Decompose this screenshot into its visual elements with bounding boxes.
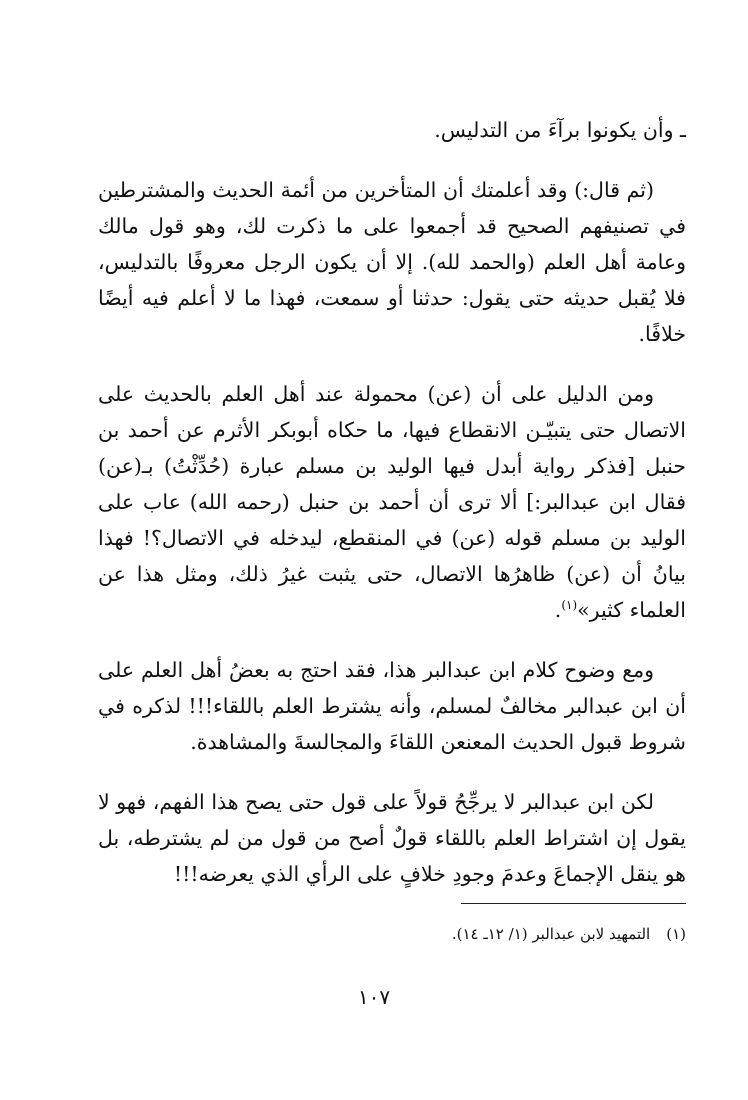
- paragraph-5: [98, 784, 686, 892]
- paragraph-1: [98, 112, 686, 148]
- paragraph-3-end: .: [554, 598, 562, 622]
- paragraph-3: [98, 376, 686, 628]
- footnote-marker: (١): [666, 925, 686, 943]
- paragraph-4: [98, 652, 686, 760]
- footnote-reference[interactable]: (١): [561, 598, 578, 613]
- paragraph-2-text: (ثم قال:) وقد أعلمتك أن المتأخرين من أئمة الحديث والمشترطين في تصنيفهم الصحيح قد أجمعوا على ما ذكرت لك، وهو قول مالك وعامة أهل العلم (والحمد لله). إلا أن يكون الرجل معروفًا بالتدليس، فلا يُقبل حديثه حتى يقول: حدثنا أو سمعت، فهذا ما لا أعلم فيه أيضًا خلافًا.: [98, 178, 686, 346]
- page-number: ١٠٧: [357, 985, 391, 1009]
- footnote-separator: [461, 903, 686, 904]
- footnote: [98, 922, 686, 946]
- paragraph-4-text: ومع وضوح كلام ابن عبدالبر هذا، فقد احتج به بعضُ أهل العلم على أن ابن عبدالبر مخالفٌ لمسلم، وأنه يشترط العلم باللقاء!!! لذكره في شروط قبول الحديث المعنعن اللقاءَ والمجالسةَ والمشاهدة.: [98, 658, 686, 754]
- paragraph-1-text: ـ وأن يكونوا برآءَ من التدليس.: [434, 118, 686, 142]
- paragraph-2: [98, 172, 686, 352]
- paragraph-5-text: لكن ابن عبدالبر لا يرجِّحُ قولاً على قول حتى يصح هذا الفهم، فهو لا يقول إن اشتراط العلم باللقاء قولٌ أصح من قول من لم يشترطه، بل هو ينقل الإجماعَ وعدمَ وجودِ خلافٍ على الرأي الذي يعرضه!!!: [98, 790, 686, 886]
- paragraph-3-text: ومن الدليل على أن (عن) محمولة عند أهل العلم بالحديث على الاتصال حتى يتبيّـن الانقطاع فيها، ما حكاه أبوبكر الأثرم عن أحمد بن حنبل [فذكر رواية أبدل فيها الوليد بن مسلم عبارة (حُدِّثْتُ) بـ(عن) فقال ابن عبدالبر:] ألا ترى أن أحمد بن حنبل (رحمه الله) عاب على الوليد بن مسلم قوله (عن) في المنقطع، ليدخله في الاتصال؟! فهذا بيانُ أن (عن) ظاهرُها الاتصال، حتى يثبت غيرُ ذلك، ومثل هذا عن العلماء كثير»: [98, 382, 686, 622]
- footnote-text: التمهيد لابن عبدالبر (١/ ١٢ـ ١٤).: [451, 925, 651, 943]
- body-text: [98, 112, 686, 916]
